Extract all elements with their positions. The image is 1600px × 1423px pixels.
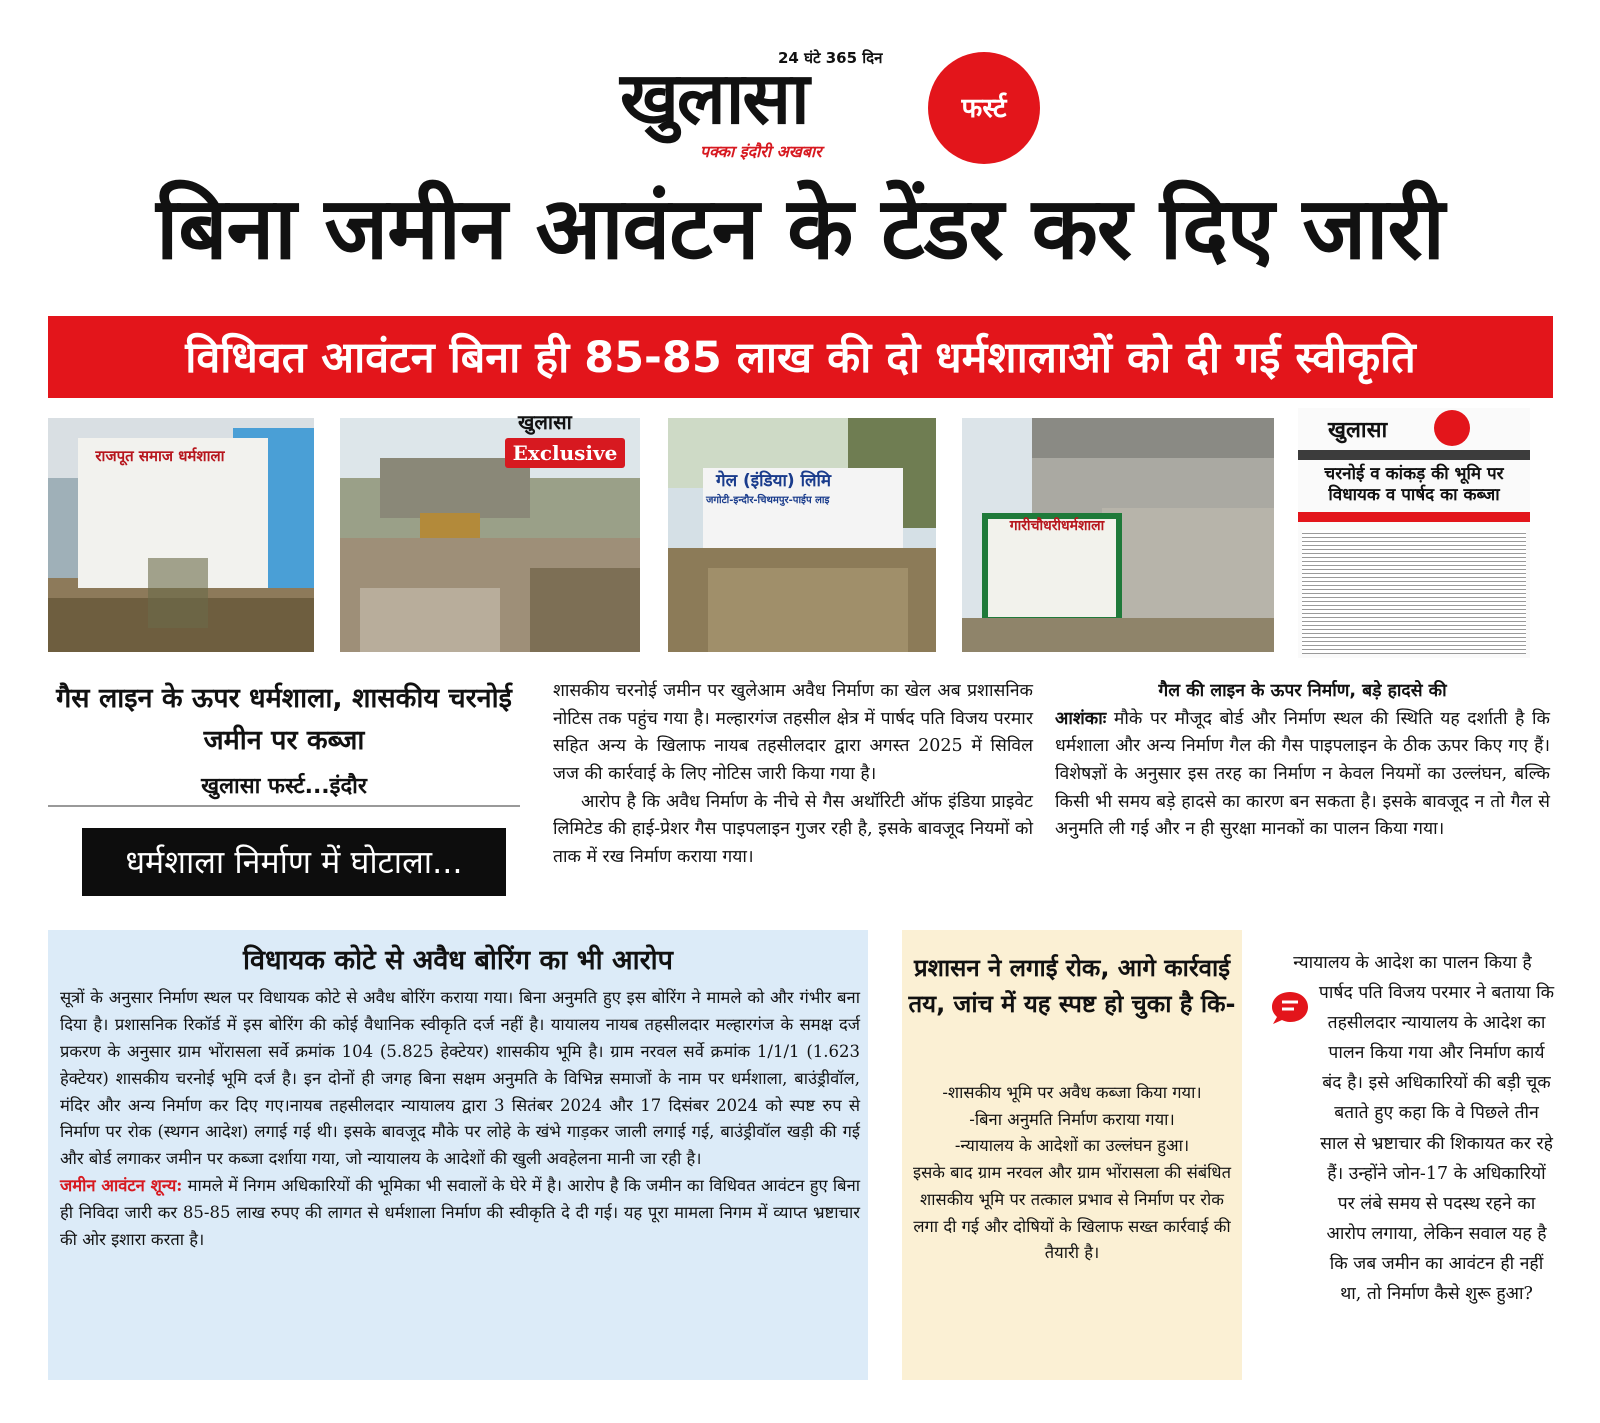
photo2-logo: खुलासा <box>518 410 572 434</box>
right-column-text: पार्षद पति विजय परमार ने बताया कि तहसीलदार न्यायालय के आदेश का पालन किया गया और निर्माण कार्य बंद है। इसे अधिकारियों की बड़ी चूक बताते हुए कहा कि वे पिछले तीन साल से भ्रष्टाचार की शिकायत कर रहे हैं। उन्होंने जोन-17 के अधिकारियों पर लंबे समय से पदस्थ रहने का आरोप लगाया, लेकिन सवाल यह है कि जब जमीन का आवंटन ही नहीं था, तो निर्माण कैसे शुरू हुआ? <box>1318 983 1555 1305</box>
right-column <box>1270 948 1555 1309</box>
clipping-strip <box>1298 450 1530 460</box>
caption-title: गैस लाइन के ऊपर धर्मशाला, शासकीय चरनोई जमीन पर कब्जा <box>56 683 512 756</box>
yellow-box-text: इसके बाद ग्राम नरवल और ग्राम भोंरासला की संबंधित शासकीय भूमि पर तत्काल प्रभाव से निर्माण पर रोक लगा दी गई और दोषियों के खिलाफ सख्त कार्रवाई की तैयारी है। <box>913 1163 1231 1263</box>
caption-byline: खुलासा फर्स्ट...इंदौर <box>201 774 367 799</box>
blue-box-para-2: मामले में निगम अधिकारियों की भूमिका भी सवालों के घेरे में है। आरोप है कि जमीन का विधिवत आवंटन हुए बिना ही निविदा जारी कर 85-85 लाख रुपए की लागत से धर्मशाला निर्माण की स्वीकृति दे दी गई। यह पूरा मामला निगम में व्याप्त भ्रष्टाचार की ओर इशारा करता है। <box>60 1176 861 1250</box>
subheadline: विधिवत आवंटन बिना ही 85-85 लाख की दो धर्मशालाओं को दी गई स्वीकृति <box>185 333 1416 383</box>
photo-chaudhari-dharamshala <box>962 418 1274 652</box>
blue-box-para-1: सूत्रों के अनुसार निर्माण स्थल पर विधायक कोटे से अवैध बोरिंग कराया गया। बिना अनुमति हुए इस बोरिंग ने मामले को और गंभीर बना दिया है। प्रशासनिक रिकॉर्ड में इस बोरिंग की कोई वैधानिक स्वीकृति दर्ज नहीं है। यायालय नायब तहसीलदार मल्हारगंज के समक्ष दर्ज प्रकरण के अनुसार ग्राम भोंरासला सर्वे क्रमांक 104 (5.825 हेक्टेयर) शासकीय भूमि है। ग्राम नरवल सर्वे क्रमांक 1/1/1 (1.623 हेक्टेयर) शासकीय चरनोई भूमि दर्ज है। इन दोनों ही जगह बिना सक्षम अनुमति के विभिन्न समाजों के नाम पर धर्मशाला, बाउंड्रीवॉल, मंदिर और अन्य निर्माण कर दिए गए।नायब तहसीलदार न्यायालय द्वारा 3 सितंबर 2024 और 17 दिसंबर 2024 को स्पष्ट रुप से निर्माण पर रोक (स्थगन आदेश) लगाई गई थी। इसके बावजूद मौके पर लोहे के खंभे गाड़कर जाली लगाई गई, बाउंड्रीवॉल खड़ी की गई और बोर्ड लगाकर जमीन पर कब्जा दर्शाया गया, जो न्यायालय के आदेशों की खुली अवहेलना मानी जा रही है। <box>60 988 860 1169</box>
middle-para-1: शासकीय चरनोई जमीन पर खुलेआम अवैध निर्माण का खेल अब प्रशासनिक नोटिस तक पहुंच गया है। मल्हारगंज तहसील क्षेत्र में पार्षद पति विजय परमार सहित अन्य के खिलाफ नायब तहसीलदार द्वारा अगस्त 2025 में सिविल जज की कार्रवाई के लिए नोटिस जारी किया गया है। <box>553 681 1033 784</box>
clipping-red-strip <box>1298 512 1530 522</box>
scam-box: धर्मशाला निर्माण में घोटाला... <box>82 828 506 896</box>
yellow-point-1: -शासकीय भूमि पर अवैध कब्जा किया गया। <box>942 1083 1202 1102</box>
yellow-box-title: प्रशासन ने लगाई रोक, आगे कार्रवाई तय, जांच में यह स्पष्ट हो चुका है कि- <box>908 954 1236 1018</box>
caption-divider <box>48 805 520 807</box>
newspaper-clipping <box>1298 408 1530 658</box>
right-intro-text: मौके पर मौजूद बोर्ड और निर्माण स्थल की स्थिति यह दर्शाती है कि धर्मशाला और अन्य निर्माण गैल की गैस पाइपलाइन के ठीक ऊपर किए गए हैं। विशेषज्ञों के अनुसार इस तरह का निर्माण न केवल नियमों का उल्लंघन, बल्कि किसी भी समय बड़े हादसे का कारण बन सकता है। इसके बावजूद न तो गैल से अनुमति ली गई और न ही सुरक्षा मानकों का पालन किया गया। <box>1055 708 1550 840</box>
clipping-headline: चरनोई व कांकड़ की भूमि पर विधायक व पार्षद का कब्जा <box>1324 464 1504 506</box>
photo3-sign-line: जगोटी-इन्दौर-चिथमपुर-पाईप लाइ <box>706 495 830 506</box>
masthead-name: खुलासा <box>620 56 808 140</box>
clipping-red-circle <box>1434 410 1470 446</box>
clipping-logo: खुलासा <box>1328 418 1388 443</box>
right-intro-title: गैल की लाइन के ऊपर निर्माण, बड़े हादसे की <box>1158 681 1447 701</box>
yellow-point-2: -बिना अनुमति निर्माण कराया गया। <box>969 1109 1175 1129</box>
yellow-box-body <box>912 1080 1232 1267</box>
photo-gail-sign <box>668 418 936 652</box>
right-column-title: न्यायालय के आदेश का पालन किया है <box>1293 953 1532 973</box>
right-intro-lead: आशंकाः <box>1055 708 1107 729</box>
right-intro-column <box>1055 678 1550 844</box>
speech-bubble-icon <box>1270 990 1310 1026</box>
yellow-point-3: -न्यायालय के आदेशों का उल्लंघन हुआ। <box>954 1136 1190 1156</box>
blue-box-body <box>60 985 860 1254</box>
masthead <box>620 48 1040 168</box>
photo1-sign-title: राजपूत समाज धर्मशाला <box>95 447 225 465</box>
masthead-subtitle: पक्का इंदौरी अखबार <box>700 142 822 161</box>
middle-column <box>553 678 1033 871</box>
main-headline: बिना जमीन आवंटन के टेंडर कर दिए जारी <box>156 179 1444 279</box>
masthead-first: फर्स्ट <box>961 93 1007 124</box>
exclusive-badge: Exclusive <box>505 438 625 468</box>
photo4-sign-title: गारीचौधरीधर्मशाला <box>1009 518 1105 534</box>
blue-box-lead: जमीन आवंटन शून्य: <box>60 1176 183 1196</box>
masthead-tagline: 24 घंटे 365 दिन <box>778 49 883 67</box>
middle-para-2: आरोप है कि अवैध निर्माण के नीचे से गैस अथॉरिटी ऑफ इंडिया प्राइवेट लिमिटेड की हाई-प्रेशर गैस पाइपलाइन गुजर रही है, इसके बावजूद नियमों को ताक में रख निर्माण कराया गया। <box>553 791 1033 867</box>
clipping-body-lines <box>1302 530 1526 654</box>
blue-box-title: विधायक कोटे से अवैध बोरिंग का भी आरोप <box>243 945 673 976</box>
photo3-sign-title: गेल (इंडिया) लिमि <box>716 471 832 491</box>
